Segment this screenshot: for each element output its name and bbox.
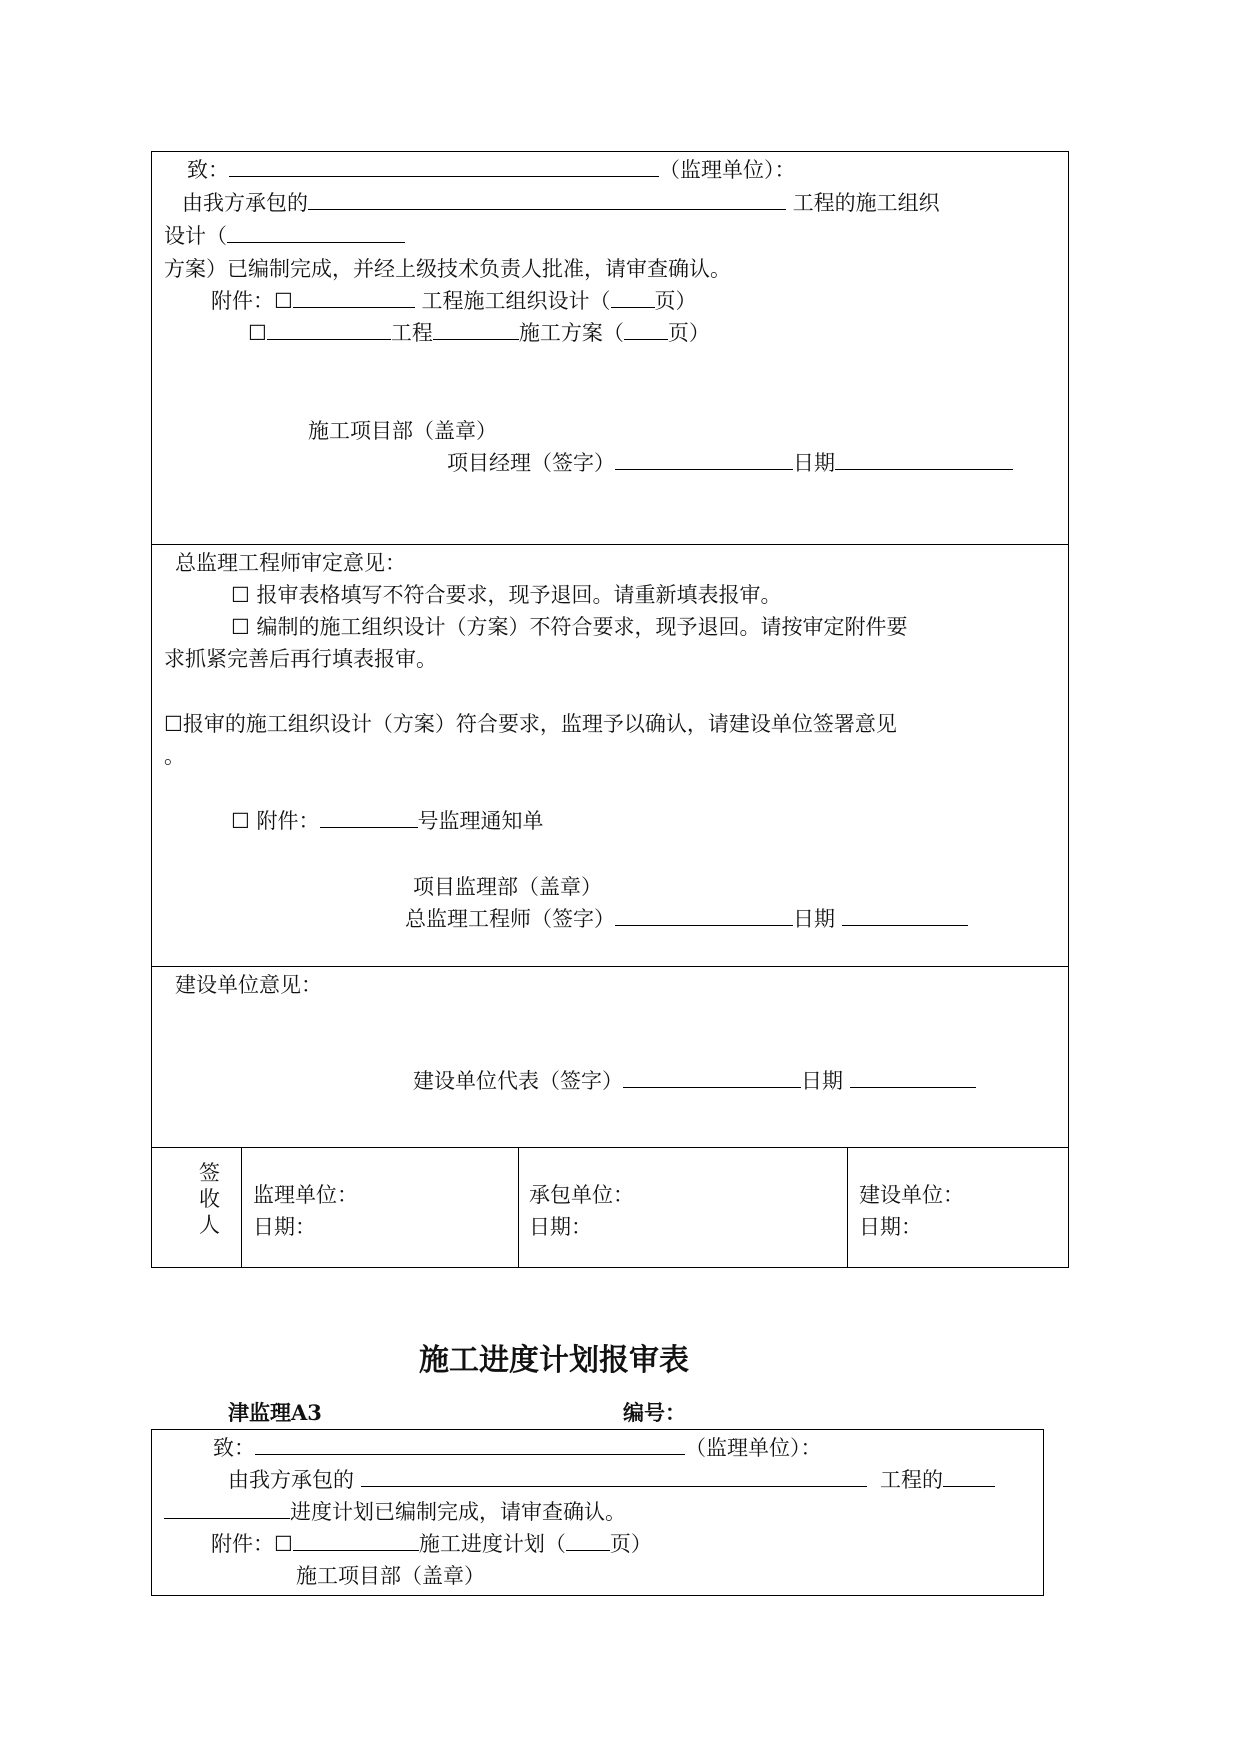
attachment-blank[interactable] bbox=[293, 285, 415, 308]
option-notice-attachment: ☐ 附件： 号监理通知单 bbox=[231, 805, 544, 837]
design-blank[interactable] bbox=[227, 220, 405, 243]
date-blank[interactable] bbox=[850, 1065, 976, 1088]
page-count-blank[interactable] bbox=[624, 317, 668, 340]
construction-dept-stamp: 施工项目部（盖章） bbox=[308, 419, 497, 443]
chief-sign-line: 总监理工程师（签字） 日期 bbox=[405, 903, 968, 935]
receipt-contractor: 承包单位： 日期： bbox=[529, 1183, 634, 1239]
owner-opinion-title: 建设单位意见： bbox=[175, 973, 322, 997]
option-approve-cont: 。 bbox=[164, 744, 185, 768]
construction-dept-stamp: 施工项目部（盖章） bbox=[296, 1564, 485, 1588]
owner-signature-blank[interactable] bbox=[623, 1065, 801, 1088]
chief-opinion-title: 总监理工程师审定意见： bbox=[175, 551, 406, 575]
supervision-unit-blank[interactable] bbox=[229, 154, 659, 177]
attachment-blank[interactable] bbox=[293, 1528, 419, 1551]
receipt-label: 签 收 人 bbox=[199, 1161, 220, 1237]
notice-number-blank[interactable] bbox=[320, 805, 418, 828]
manager-signature-blank[interactable] bbox=[615, 447, 793, 470]
receipt-col-divider bbox=[518, 1147, 519, 1267]
project-name-blank[interactable] bbox=[308, 187, 786, 210]
schedule-line: 进度计划已编制完成，请审查确认。 bbox=[164, 1496, 626, 1528]
date-blank[interactable] bbox=[842, 903, 968, 926]
project-blank[interactable] bbox=[267, 317, 391, 340]
owner-sign-line: 建设单位代表（签字） 日期 bbox=[413, 1065, 976, 1097]
supervision-dept-stamp: 项目监理部（盖章） bbox=[413, 875, 602, 899]
option-reject-design-cont: 求抓紧完善后再行填表报审。 bbox=[164, 647, 437, 671]
project-blank[interactable] bbox=[943, 1464, 995, 1487]
receipt-col-divider bbox=[241, 1147, 242, 1267]
receipt-owner: 建设单位： 日期： bbox=[859, 1183, 964, 1239]
to-line: 致： （监理单位）： bbox=[187, 154, 796, 186]
page-count-blank[interactable] bbox=[566, 1528, 610, 1551]
attachment-line-2: ☐ 工程 施工方案（ 页） bbox=[248, 317, 710, 349]
completion-statement: 方案）已编制完成，并经上级技术负责人批准，请审查确认。 bbox=[164, 257, 731, 281]
attachment-line-1: 附件：☐ 工程施工组织设计（ 页） bbox=[211, 285, 697, 317]
plan-blank[interactable] bbox=[433, 317, 519, 340]
section-divider bbox=[151, 966, 1069, 967]
checkbox-icon[interactable]: ☐ bbox=[248, 321, 267, 345]
checkbox-icon[interactable]: ☐ bbox=[274, 289, 293, 313]
section-divider bbox=[151, 1147, 1069, 1148]
date-blank[interactable] bbox=[835, 447, 1013, 470]
receipt-col-divider bbox=[847, 1147, 848, 1267]
page-count-blank[interactable] bbox=[611, 285, 655, 308]
form-code: 津监理A3 bbox=[228, 1400, 322, 1425]
manager-sign-line: 项目经理（签字） 日期 bbox=[447, 447, 1013, 479]
attachment-line: 附件：☐ 施工进度计划（ 页） bbox=[211, 1528, 652, 1560]
checkbox-icon[interactable]: ☐ bbox=[274, 1532, 293, 1556]
checkbox-icon[interactable]: ☐ bbox=[231, 615, 250, 639]
chief-signature-blank[interactable] bbox=[615, 903, 793, 926]
form-title: 施工进度计划报审表 bbox=[419, 1343, 689, 1378]
option-approve: ☐报审的施工组织设计（方案）符合要求，监理予以确认，请建设单位签署意见 bbox=[164, 712, 897, 736]
design-line: 设计（ bbox=[164, 220, 405, 252]
supervision-unit-blank[interactable] bbox=[255, 1432, 685, 1455]
to-line: 致： （监理单位）： bbox=[213, 1432, 822, 1464]
project-name-blank[interactable] bbox=[361, 1464, 867, 1487]
option-reject-design: ☐ 编制的施工组织设计（方案）不符合要求，现予退回。请按审定附件要 bbox=[231, 615, 908, 639]
schedule-blank[interactable] bbox=[164, 1496, 290, 1519]
checkbox-icon[interactable]: ☐ bbox=[231, 583, 250, 607]
checkbox-icon[interactable]: ☐ bbox=[231, 809, 250, 833]
contract-line: 由我方承包的 工程的 bbox=[228, 1464, 995, 1496]
section-divider bbox=[151, 544, 1069, 545]
form-number-label: 编号： bbox=[623, 1400, 686, 1425]
option-reject-format: ☐ 报审表格填写不符合要求，现予退回。请重新填表报审。 bbox=[231, 583, 782, 607]
contract-line: 由我方承包的 工程的施工组织 bbox=[182, 187, 940, 219]
receipt-supervision: 监理单位： 日期： bbox=[253, 1183, 358, 1239]
